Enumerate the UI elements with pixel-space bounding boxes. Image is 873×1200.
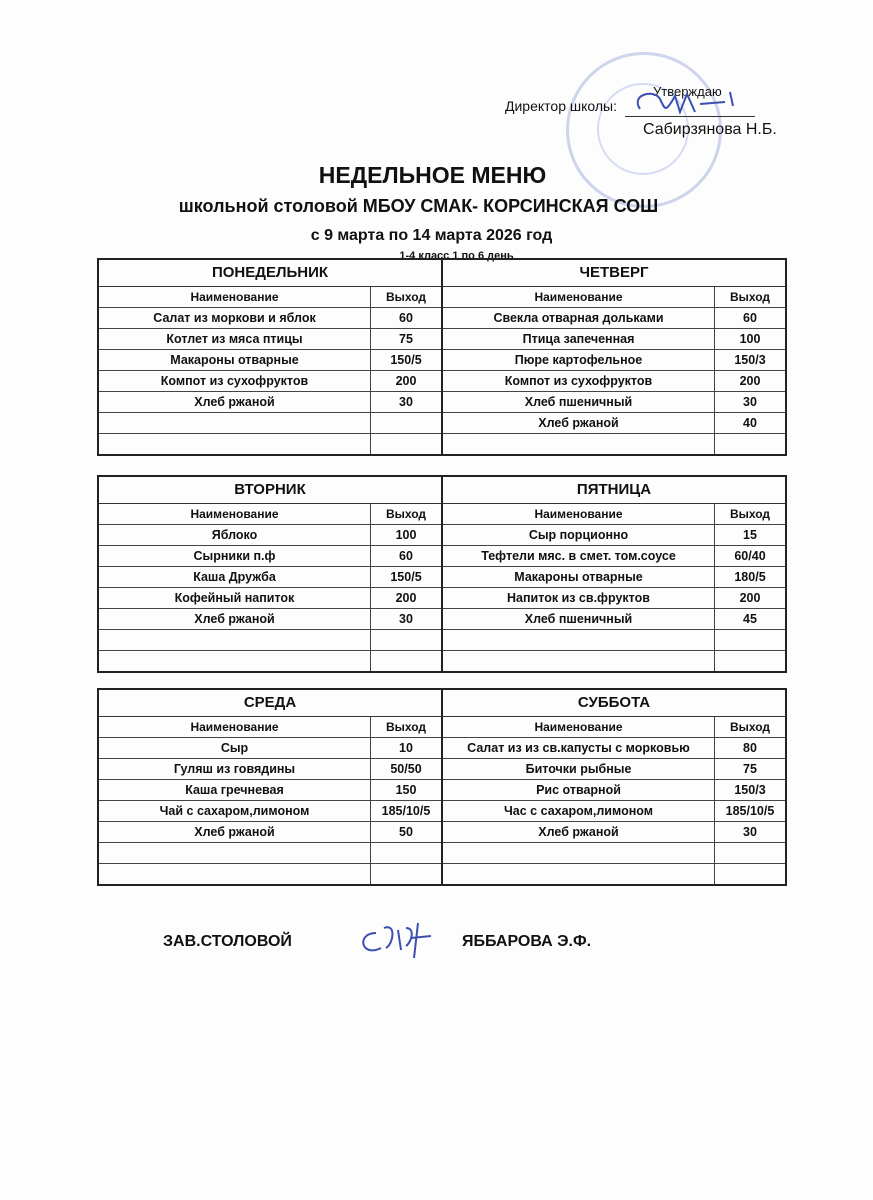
table-row <box>99 588 441 609</box>
dish-name: Каша гречневая <box>185 783 284 797</box>
dish-name: Напиток из св.фруктов <box>507 591 650 605</box>
qty-header: Выход <box>714 717 785 737</box>
name-header: Наименование <box>534 507 623 521</box>
table-row <box>99 392 441 413</box>
grade-info: 1-4 класс 1 по 6 день <box>399 250 514 262</box>
name-header: Наименование <box>190 507 279 521</box>
qty-header: Выход <box>370 717 441 737</box>
table-row <box>99 329 441 350</box>
table-row <box>443 864 785 884</box>
dish-name: Яблоко <box>211 528 258 542</box>
footer-role: ЗАВ.СТОЛОВОЙ <box>163 933 292 950</box>
dish-name: Макароны отварные <box>514 570 643 584</box>
dish-portion: 15 <box>714 525 785 545</box>
menu-table <box>97 475 787 673</box>
dish-portion: 30 <box>370 392 441 412</box>
dish-portion: 180/5 <box>714 567 785 587</box>
dish-name: Компот из сухофруктов <box>504 374 653 388</box>
dish-portion: 75 <box>714 759 785 779</box>
dish-name: Чай с сахаром,лимоном <box>159 804 310 818</box>
table-row <box>99 630 441 651</box>
dish-name: Каша Дружба <box>193 570 276 584</box>
dish-name: Макароны отварные <box>170 353 299 367</box>
table-row <box>99 843 441 864</box>
director-signature <box>625 84 745 119</box>
table-row <box>99 738 441 759</box>
day-title: ПЯТНИЦА <box>443 477 785 504</box>
day-menu <box>441 260 785 454</box>
dish-portion: 150 <box>370 780 441 800</box>
dish-portion: 150/3 <box>714 350 785 370</box>
dish-portion <box>370 651 441 671</box>
table-row <box>443 651 785 671</box>
dish-portion <box>370 843 441 863</box>
dish-name <box>99 843 370 863</box>
name-header: Наименование <box>190 720 279 734</box>
dish-name <box>99 651 370 671</box>
table-row <box>443 843 785 864</box>
dish-portion: 200 <box>714 371 785 391</box>
dish-name: Сыр порционно <box>528 528 629 542</box>
dish-portion: 200 <box>370 371 441 391</box>
dish-portion: 150/5 <box>370 567 441 587</box>
dish-portion <box>714 843 785 863</box>
canteen-signature <box>356 918 436 963</box>
footer-name: ЯББАРОВА Э.Ф. <box>462 933 592 950</box>
menu-table <box>97 258 787 456</box>
dish-portion: 30 <box>714 392 785 412</box>
dish-name: Птица запеченная <box>522 332 635 346</box>
dish-portion: 185/10/5 <box>370 801 441 821</box>
day-menu <box>99 260 441 454</box>
dish-portion: 100 <box>714 329 785 349</box>
dish-portion: 60 <box>370 546 441 566</box>
table-row <box>99 780 441 801</box>
dish-name: Биточки рыбные <box>525 762 632 776</box>
table-row <box>443 371 785 392</box>
director-label: Директор школы: <box>505 98 617 114</box>
approve-label: Утверждаю <box>653 84 722 99</box>
dish-name: Сырники п.ф <box>193 549 276 563</box>
dish-name: Хлеб ржаной <box>538 416 619 430</box>
table-row <box>443 780 785 801</box>
school-name: школьной столовой МБОУ СМАК- КОРСИНСКАЯ СОШ <box>178 196 659 216</box>
dish-portion <box>714 434 785 454</box>
dish-portion <box>714 864 785 884</box>
dish-portion: 150/3 <box>714 780 785 800</box>
table-row <box>443 630 785 651</box>
dish-name <box>443 630 714 650</box>
name-header: Наименование <box>190 290 279 304</box>
column-header-row <box>99 717 441 738</box>
column-header-row <box>99 504 441 525</box>
dish-name: Гуляш из говядины <box>173 762 296 776</box>
dish-portion: 80 <box>714 738 785 758</box>
column-header-row <box>99 287 441 308</box>
table-row <box>99 567 441 588</box>
dish-portion <box>370 413 441 433</box>
qty-header: Выход <box>714 287 785 307</box>
name-header: Наименование <box>534 290 623 304</box>
table-row <box>443 434 785 454</box>
column-header-row <box>443 717 785 738</box>
day-menu <box>441 477 785 671</box>
dish-portion: 185/10/5 <box>714 801 785 821</box>
table-row <box>99 525 441 546</box>
dish-portion <box>714 630 785 650</box>
table-row <box>443 759 785 780</box>
dish-portion: 10 <box>370 738 441 758</box>
day-title: СУББОТА <box>443 690 785 717</box>
dish-portion: 150/5 <box>370 350 441 370</box>
table-row <box>99 413 441 434</box>
table-row <box>443 329 785 350</box>
director-name: Сабирзянова Н.Б. <box>643 121 777 138</box>
dish-name <box>443 434 714 454</box>
dish-portion: 100 <box>370 525 441 545</box>
table-row <box>443 822 785 843</box>
table-row <box>443 308 785 329</box>
dish-portion: 60 <box>714 308 785 328</box>
dish-portion: 40 <box>714 413 785 433</box>
table-row <box>99 308 441 329</box>
qty-header: Выход <box>370 504 441 524</box>
table-row <box>99 546 441 567</box>
day-menu <box>99 477 441 671</box>
dish-name: Сыр <box>220 741 249 755</box>
dish-name <box>99 630 370 650</box>
dish-name: Час с сахаром,лимоном <box>504 804 653 818</box>
dish-name <box>443 864 714 884</box>
table-row <box>443 392 785 413</box>
table-row <box>443 525 785 546</box>
table-row <box>443 588 785 609</box>
table-row <box>99 822 441 843</box>
dish-portion: 60 <box>370 308 441 328</box>
dish-name: Хлеб пшеничный <box>524 395 633 409</box>
dish-portion: 45 <box>714 609 785 629</box>
dish-name: Котлет из мяса птицы <box>166 332 303 346</box>
dish-name: Хлеб ржаной <box>194 395 275 409</box>
dish-name: Кофейный напиток <box>174 591 295 605</box>
dish-portion: 30 <box>370 609 441 629</box>
table-row <box>443 413 785 434</box>
table-row <box>443 738 785 759</box>
dish-portion <box>370 864 441 884</box>
dish-name: Рис отварной <box>536 783 621 797</box>
table-row <box>443 801 785 822</box>
table-row <box>99 651 441 671</box>
dish-name: Хлеб ржаной <box>194 612 275 626</box>
dish-portion: 30 <box>714 822 785 842</box>
dish-name: Хлеб ржаной <box>538 825 619 839</box>
day-title: ЧЕТВЕРГ <box>443 260 785 287</box>
dish-portion: 60/40 <box>714 546 785 566</box>
table-row <box>99 434 441 454</box>
dish-portion: 200 <box>714 588 785 608</box>
dish-portion <box>370 434 441 454</box>
dish-name: Хлеб пшеничный <box>524 612 633 626</box>
dish-name: Свекла отварная дольками <box>493 311 664 325</box>
dish-name <box>443 651 714 671</box>
dish-name: Хлеб ржаной <box>194 825 275 839</box>
day-menu <box>99 690 441 884</box>
dish-portion <box>370 630 441 650</box>
qty-header: Выход <box>370 287 441 307</box>
table-row <box>99 759 441 780</box>
period: с 9 марта по 14 марта 2026 год <box>310 227 553 244</box>
table-row <box>99 609 441 630</box>
menu-table <box>97 688 787 886</box>
name-header: Наименование <box>534 720 623 734</box>
dish-portion: 50 <box>370 822 441 842</box>
dish-name: Салат из из св.капусты с морковью <box>467 741 690 755</box>
column-header-row <box>443 504 785 525</box>
dish-portion: 50/50 <box>370 759 441 779</box>
table-row <box>99 350 441 371</box>
dish-name <box>99 434 370 454</box>
dish-name: Тефтели мяс. в смет. том.соусе <box>481 549 676 563</box>
table-row <box>443 546 785 567</box>
table-row <box>443 567 785 588</box>
table-row <box>99 371 441 392</box>
table-row <box>443 350 785 371</box>
dish-name <box>443 843 714 863</box>
day-title: ВТОРНИК <box>99 477 441 504</box>
table-row <box>443 609 785 630</box>
table-row <box>99 801 441 822</box>
dish-name: Пюре картофельное <box>514 353 643 367</box>
dish-name <box>99 864 370 884</box>
column-header-row <box>443 287 785 308</box>
day-title: СРЕДА <box>99 690 441 717</box>
table-row <box>99 864 441 884</box>
dish-name: Компот из сухофруктов <box>160 374 309 388</box>
dish-name: Салат из моркови и яблок <box>153 311 316 325</box>
page-title: НЕДЕЛЬНОЕ МЕНЮ <box>318 162 547 188</box>
dish-portion <box>714 651 785 671</box>
qty-header: Выход <box>714 504 785 524</box>
dish-portion: 200 <box>370 588 441 608</box>
dish-name <box>99 413 370 433</box>
dish-portion: 75 <box>370 329 441 349</box>
day-title: ПОНЕДЕЛЬНИК <box>99 260 441 287</box>
day-menu <box>441 690 785 884</box>
